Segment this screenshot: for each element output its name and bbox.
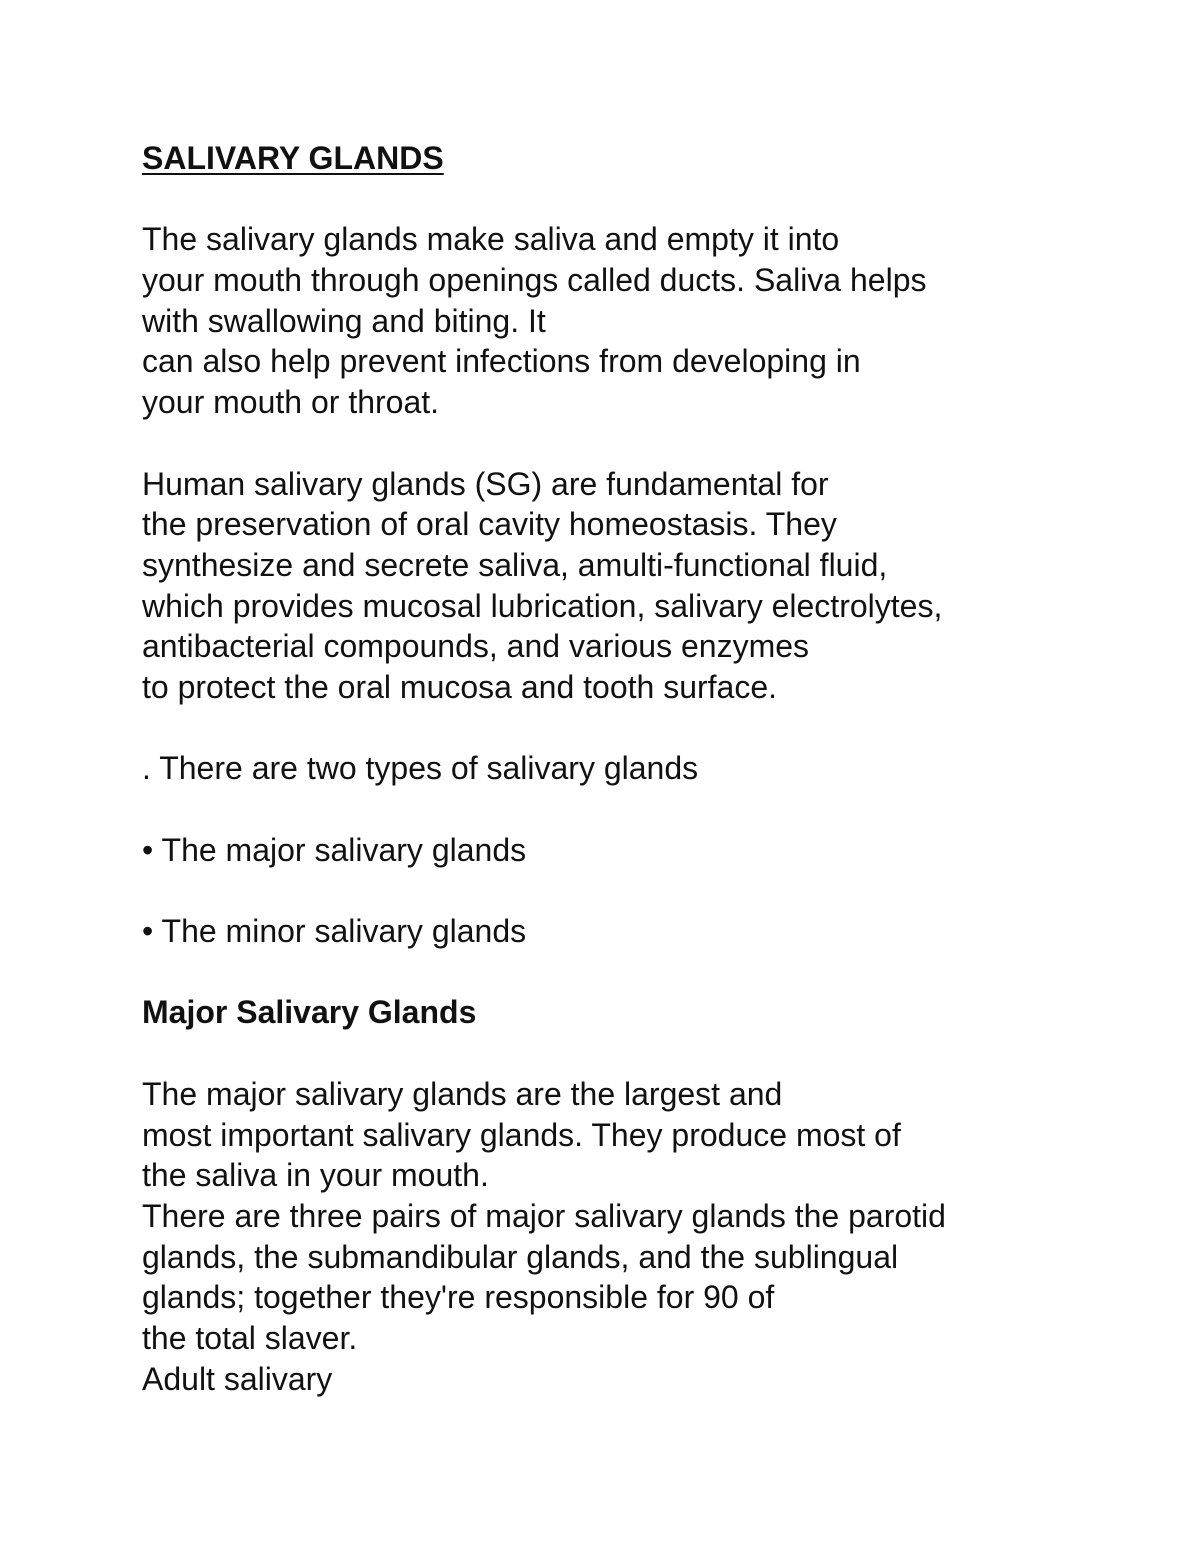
text-line: There are three pairs of major salivary glands the parotid — [142, 1197, 946, 1234]
text-line: The salivary glands make saliva and empty it into — [142, 221, 840, 258]
text-line: Adult salivary — [142, 1360, 333, 1397]
list-item-minor: • The minor salivary glands — [142, 913, 527, 950]
text-line: your mouth through openings called ducts. Saliva helps — [142, 262, 927, 299]
major-paragraph — [142, 1074, 1142, 1400]
text-line: synthesize and secrete saliva, amulti-functional fluid, — [142, 546, 888, 583]
spacer — [142, 1033, 1142, 1074]
types-intro: . There are two types of salivary glands — [142, 750, 699, 787]
text-line: can also help prevent infections from developing in — [142, 343, 861, 380]
text-line: to protect the oral mucosa and tooth surface. — [142, 668, 778, 705]
text-line: Human salivary glands (SG) are fundamental for — [142, 465, 829, 502]
text-line: antibacterial compounds, and various enzymes — [142, 628, 810, 665]
list-item-major: • The major salivary glands — [142, 831, 527, 868]
text-line: the saliva in your mouth. — [142, 1157, 489, 1194]
text-line: The major salivary glands are the largest and — [142, 1075, 783, 1112]
spacer — [142, 423, 1142, 464]
intro-paragraph — [142, 219, 1142, 422]
spacer — [142, 870, 1142, 911]
spacer — [142, 789, 1142, 830]
document-title: SALIVARY GLANDS — [142, 140, 444, 176]
text-line: glands, the submandibular glands, and the sublingual — [142, 1238, 899, 1275]
spacer — [142, 952, 1142, 993]
text-line: the preservation of oral cavity homeostasis. They — [142, 506, 837, 543]
text-line: with swallowing and biting. It — [142, 302, 546, 339]
text-line: most important salivary glands. They produce most of — [142, 1116, 901, 1153]
text-line: your mouth or throat. — [142, 384, 440, 421]
major-heading: Major Salivary Glands — [142, 994, 477, 1031]
text-line: glands; together they're responsible for 90 of — [142, 1279, 775, 1316]
document-page — [142, 138, 1142, 1399]
sg-paragraph — [142, 464, 1142, 708]
spacer — [142, 179, 1142, 220]
spacer — [142, 708, 1142, 749]
text-line: the total slaver. — [142, 1319, 358, 1356]
text-line: which provides mucosal lubrication, salivary electrolytes, — [142, 587, 943, 624]
